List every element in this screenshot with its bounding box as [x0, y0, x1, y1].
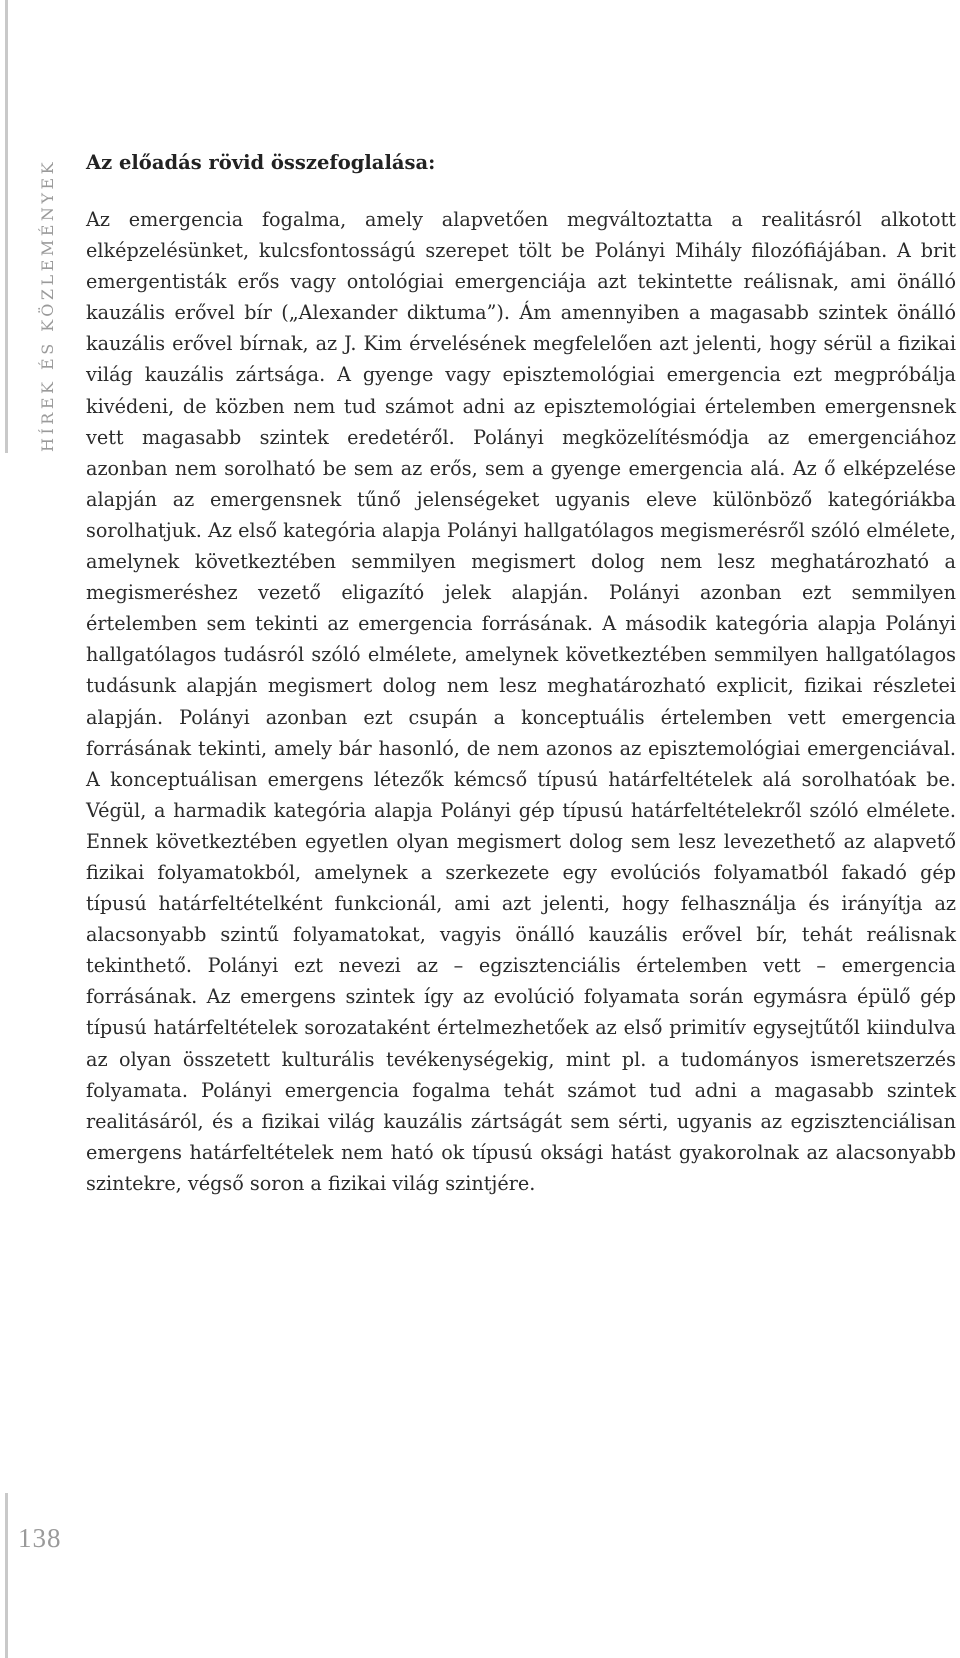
summary-paragraph: Az emergencia fogalma, amely alapvetően megváltoztatta a realitásról alkotott elképzelésünket, kulcsfontosságú szerepet tölt be Polányi Mihály filozófiájában. A brit emergentisták erős vagy ontológiai emergenciája azt tekintette reálisnak, ami önálló kauzális erővel bír („Alexander diktuma”). Ám amennyiben a magasabb szintek önálló kauzális erővel bírnak, az J. Kim érvelésének megfelelően azt jelenti, hogy sérül a fizikai világ kauzális zártsága. A gyenge vagy episztemológiai emergencia ezt megpróbálja kivédeni, de közben nem tud számot adni az episztemológiai értelemben emergensnek vett magasabb szintek eredetéről. Polányi megközelítésmódja az emergenciához azonban nem sorolható be sem az erős, sem a gyenge emergencia alá. Az ő elképzelése alapján az emergensnek tűnő jelenségeket ugyanis eleve különböző kategóriákba sorolhatjuk. Az első kategória alapja Polányi hallgatólagos megismerésről szóló elmélete, amelynek következtében semmilyen megismert dolog nem lesz meghatározható a megismeréshez vezető eligazító jelek alapján. Polányi azonban ezt semmilyen értelemben sem tekinti az emergencia forrásának. A második kategória alapja Polányi hallgatólagos tudásról szóló elmélete, amelynek következtében semmilyen hallgatólagos tudásunk alapján megismert dolog nem lesz meghatározható explicit, fizikai részletei alapján. Polányi azonban ezt csupán a konceptuális értelemben vett emergencia forrásának tekinti, amely bár hasonló, de nem azonos az episztemológiai emergenciával. A konceptuálisan emergens létezők kémcső típusú határfeltételek alá sorolhatóak be. Végül, a harmadik kategória alapja Polányi gép típusú határfeltételekről szóló elmélete. Ennek következtében egyetlen olyan megismert dolog sem lesz levezethető az alapvető fizikai folyamatokból, amelynek a szerkezete egy evolúciós folyamatból fakadó gép típusú határfeltételként funkcionál, ami azt jelenti, hogy felhasználja és irányítja az alacsonyabb szintű folyamatokat, vagyis önálló kauzális erővel bír, tehát reálisnak tekinthető. Polányi ezt nevezi az – egzisztenciális értelemben vett – emergencia forrásának. Az emergens szintek így az evolúció folyamata során egymásra épülő gép típusú határfeltételek sorozataként értelmezhetőek az első primitív egysejtűtől kiindulva az olyan összetett kulturális tevékenységekig, mint pl. a tudományos ismeretszerzés folyamata. Polányi emergencia fogalma tehát számot tud adni a magasabb szintek realitásáról, és a fizikai világ kauzális zártságát sem sérti, ugyanis az egzisztenciálisan emergens határfeltételek nem ható ok típusú oksági hatást gyakorolnak az alacsonyabb szintekre, végső soron a fizikai világ szintjére.: [86, 208, 956, 1195]
margin-rule-top: [5, 0, 8, 453]
page-number: 138: [18, 1523, 62, 1553]
main-content: [86, 148, 956, 1199]
summary-heading: Az előadás rövid összefoglalása:: [86, 151, 436, 174]
margin-rule-bottom: [5, 1493, 8, 1658]
running-head-text: HÍREK ÉS KÖZLEMÉNYEK: [38, 158, 57, 452]
